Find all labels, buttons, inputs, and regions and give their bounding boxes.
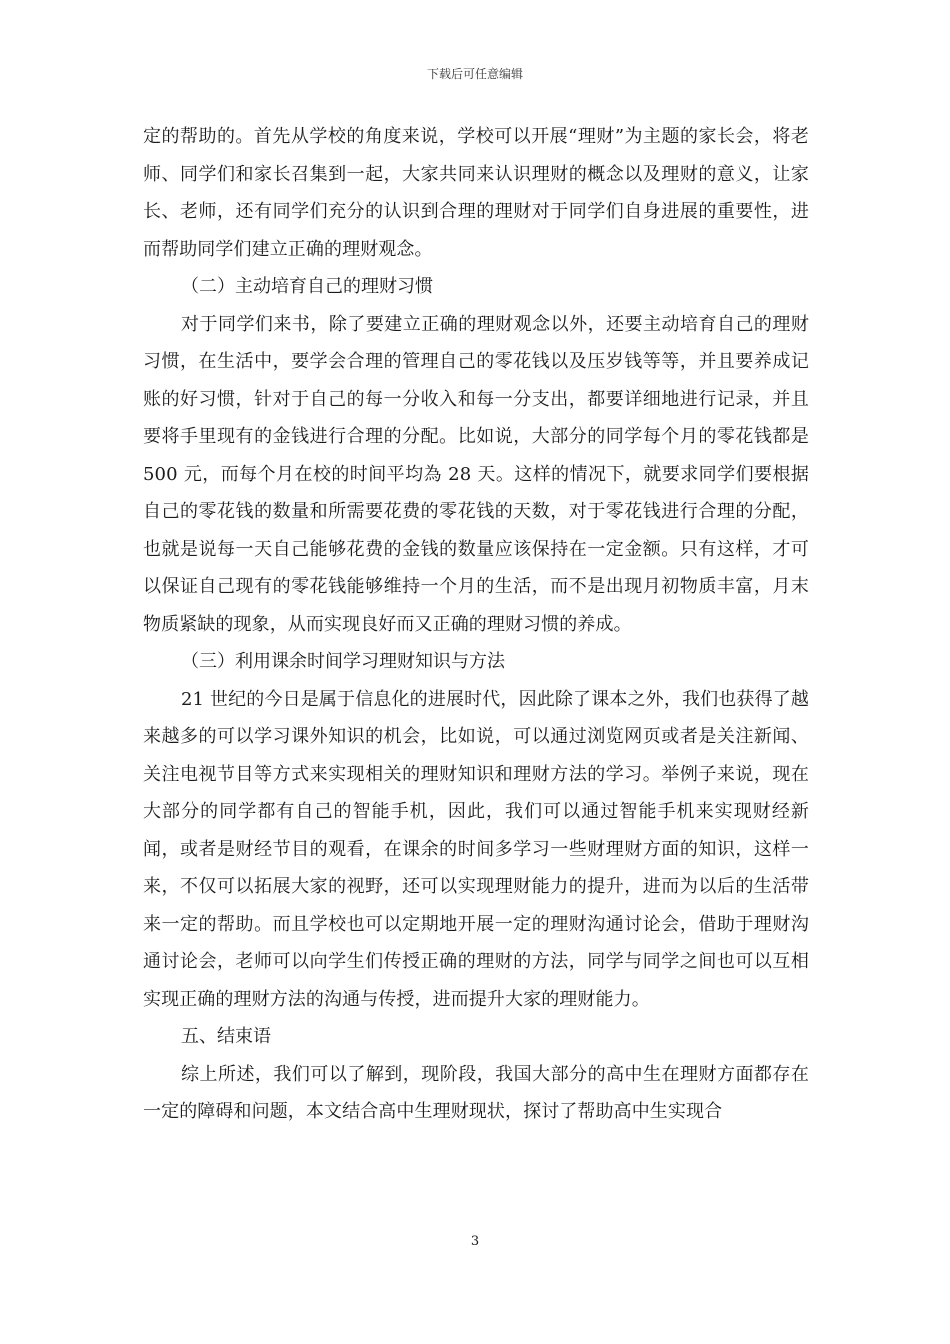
document-body <box>143 118 809 1131</box>
page-header: 下载后可任意编辑 <box>426 67 523 81</box>
paragraph-learning: 21 世纪的今日是属于信息化的进展时代，因此除了课本之外，我们也获得了越来越多的可以学习课外知识的机会，比如说，可以通过浏览网页或者是关注新闻、关注电视节目等方式来实现相关的理财知识和理财方法的学习。举例子来说，现在大部分的同学都有自己的智能手机，因此，我们可以通过智能手机来实现财经新闻，或者是财经节目的观看，在课余的时间多学习一些财理财方面的知识，这样一来，不仅可以拓展大家的视野，还可以实现理财能力的提升，进而为以后的生活带来一定的帮助。而且学校也可以定期地开展一定的理财沟通讨论会，借助于理财沟通讨论会，老师可以向学生们传授正确的理财的方法，同学与同学之间也可以互相实现正确的理财方法的沟通与传授，进而提升大家的理财能力。 <box>143 688 809 1010</box>
page-number: 3 <box>470 1234 480 1249</box>
section-heading-learning: （三）利用课余时间学习理财知识与方法 <box>181 651 505 672</box>
paragraph-continuation: 定的帮助的。首先从学校的角度来说，学校可以开展“理财”为主题的家长会，将老师、同学们和家长召集到一起，大家共同来认识理财的概念以及理财的意义，让家长、老师，还有同学们充分的认识到合理的理财对于同学们自身进展的重要性，进而帮助同学们建立正确的理财观念。 <box>143 126 809 260</box>
section-heading-habits: （二）主动培育自己的理财习惯 <box>181 276 433 297</box>
section-heading-conclusion: 五、结束语 <box>181 1026 271 1047</box>
paragraph-conclusion: 综上所述，我们可以了解到，现阶段，我国大部分的高中生在理财方面都存在一定的障碍和问题，本文结合高中生理财现状，探讨了帮助高中生实现合 <box>143 1063 809 1122</box>
paragraph-habits: 对于同学们来书，除了要建立正确的理财观念以外，还要主动培育自己的理财习惯，在生活中，要学会合理的管理自己的零花钱以及压岁钱等等，并且要养成记账的好习惯，针对于自己的每一分收入和每一分支出，都要详细地进行记录，并且要将手里现有的金钱进行合理的分配。比如说，大部分的同学每个月的零花钱都是 500 元，而每个月在校的时间平均為 28 天。这样的情况下，就要求同学们要根据自己的零花钱的数量和所需要花费的零花钱的天数，对于零花钱进行合理的分配，也就是说每一天自己能够花费的金钱的数量应该保持在一定金额。只有这样，才可以保证自己现有的零花钱能够维持一个月的生活，而不是出现月初物质丰富，月末物质紧缺的现象，从而实现良好而又正确的理财习惯的养成。 <box>143 313 809 635</box>
